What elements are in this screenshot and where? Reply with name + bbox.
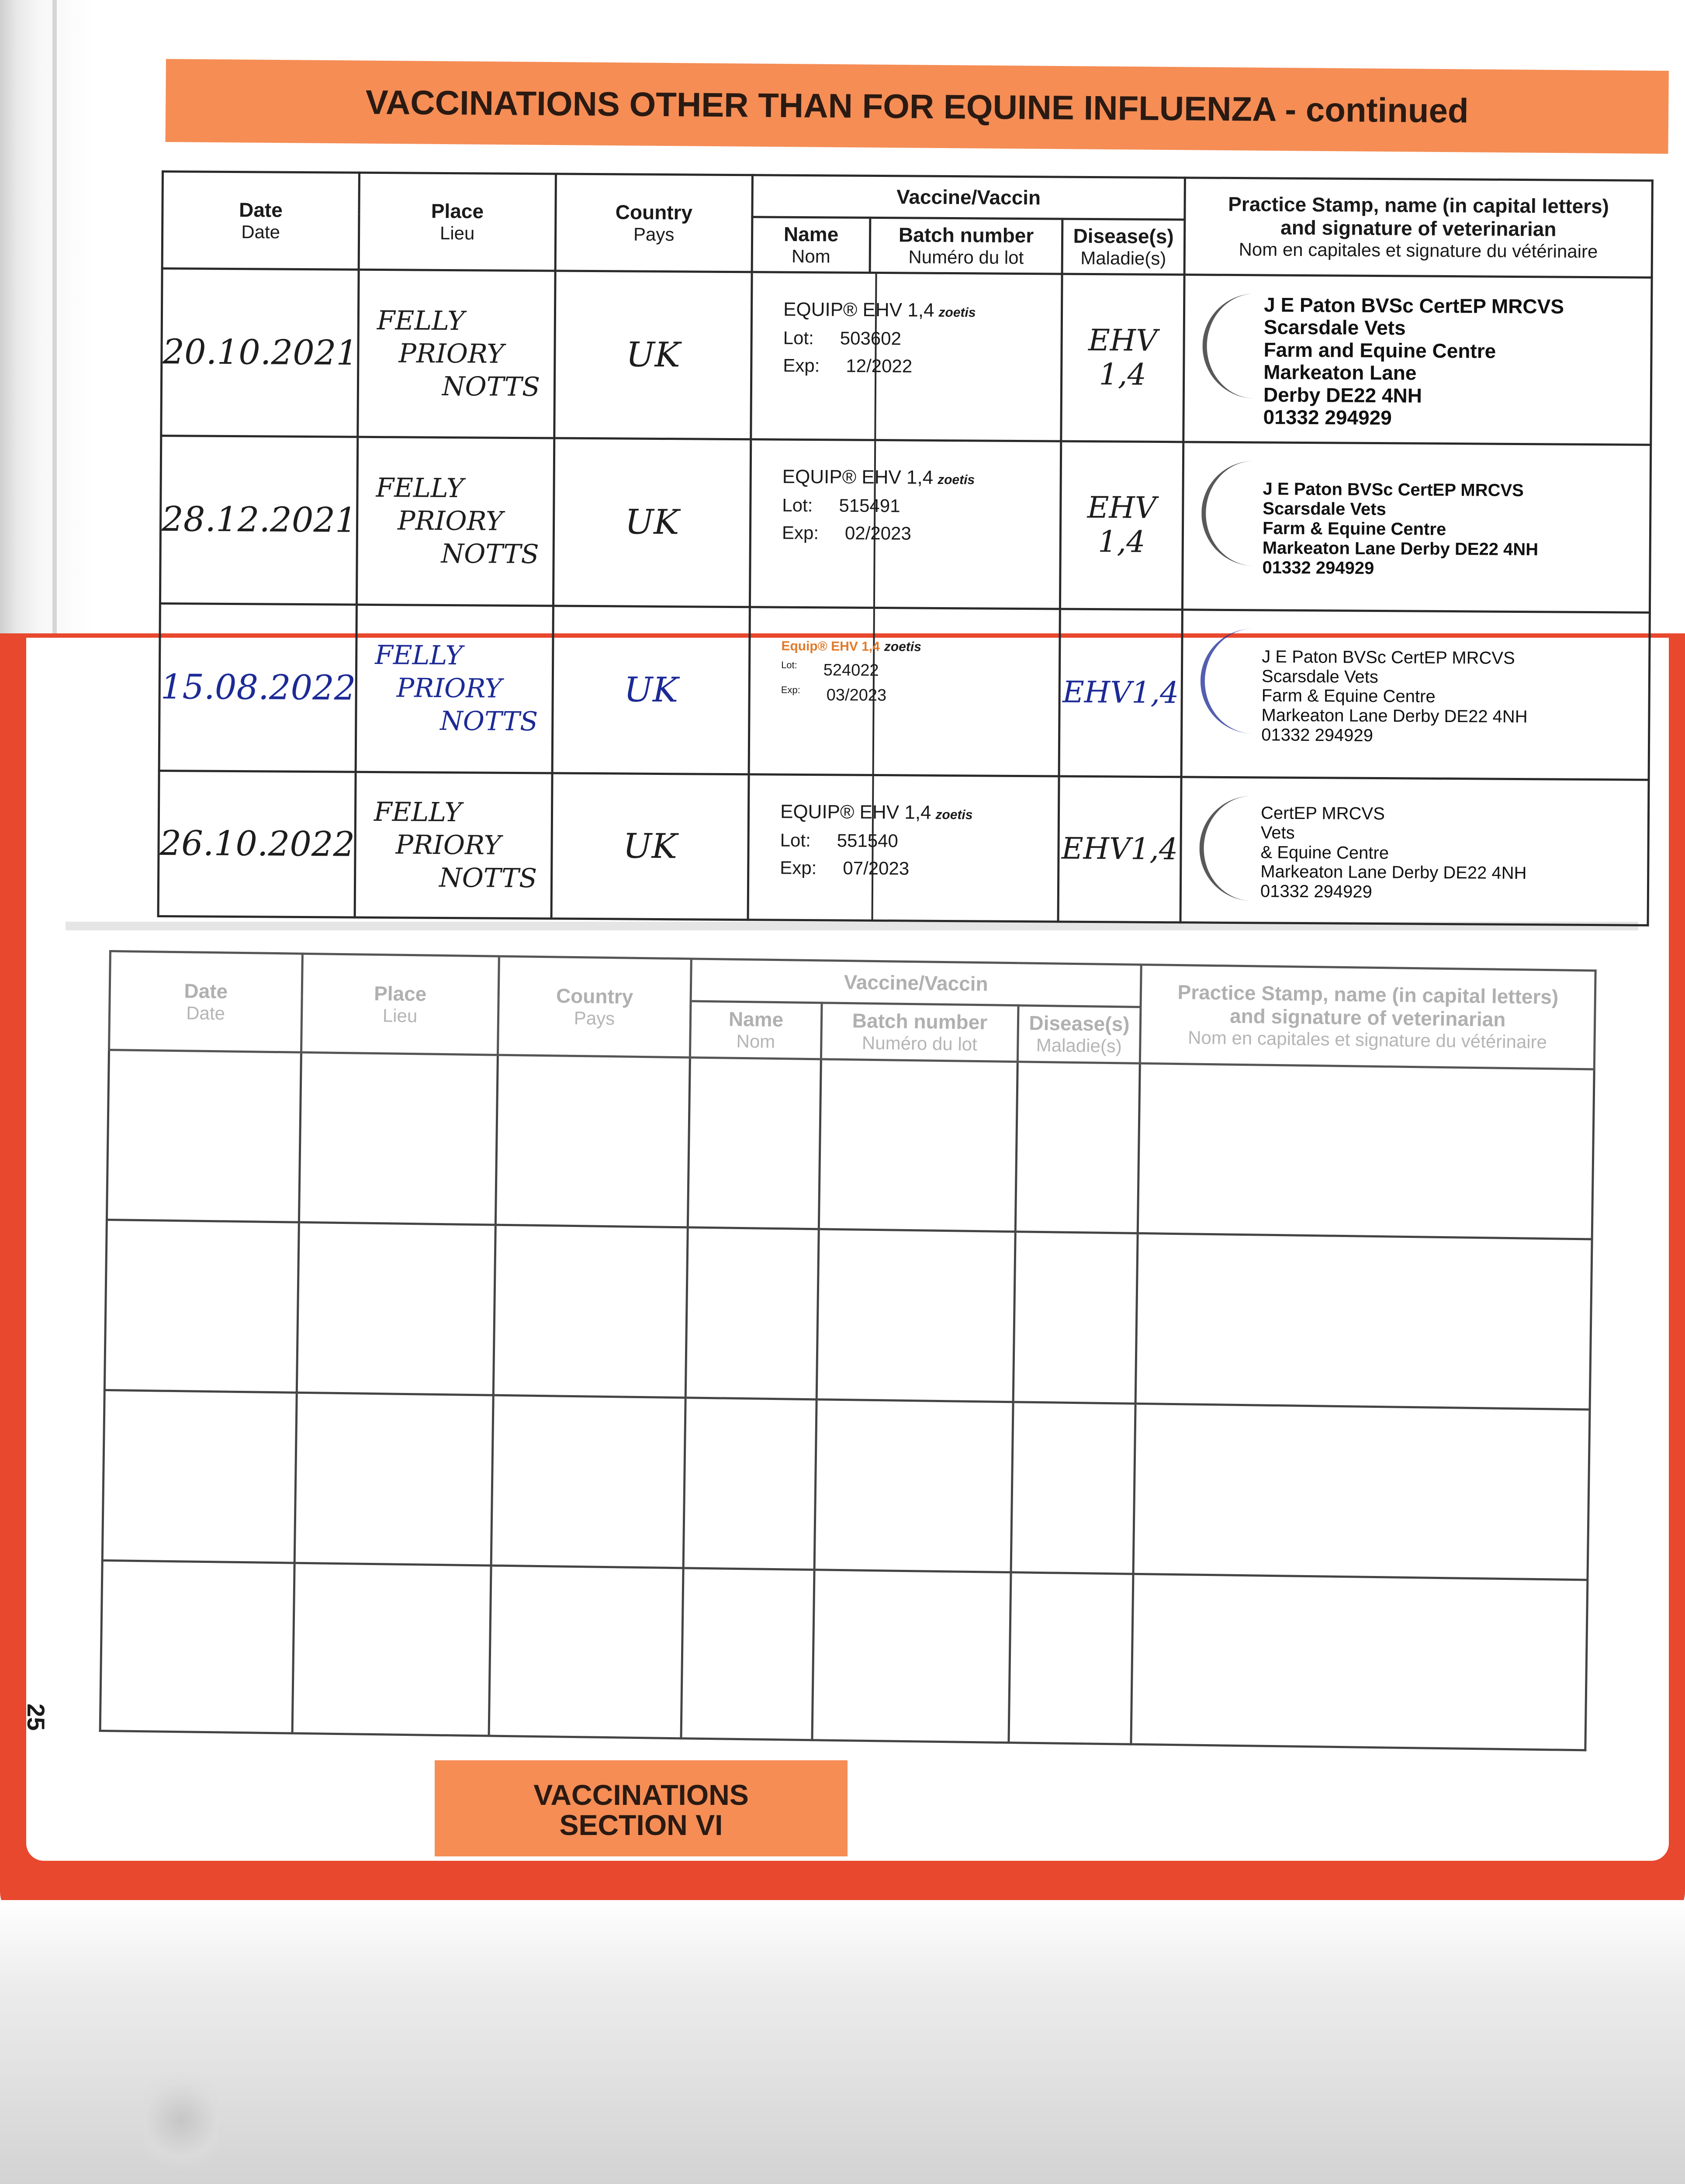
country-cell: UK: [551, 773, 749, 920]
date-cell: 20.10.2021: [161, 268, 359, 437]
disease-cell: EHV1,4: [1059, 609, 1182, 777]
header-date: Date Date: [162, 172, 359, 270]
header-batch: Batch number Numéro du lot: [870, 218, 1062, 274]
vaccine-name: Equip® EHV 1,4: [781, 639, 880, 654]
header-batch: Batch number Numéro du lot: [821, 1003, 1018, 1061]
expiry: 02/2023: [844, 522, 911, 544]
vet-signature: [1202, 294, 1312, 399]
practice-stamp: J E Paton BVSc CertEP MRCVS Scarsdale Vets Farm & Equine Centre Markeaton Lane Derby DE22 4NH 01332 294929: [1182, 442, 1650, 612]
table-row: [161, 268, 1652, 445]
vaccine-name: EQUIP® EHV 1,4: [783, 298, 934, 321]
header-disease: Disease(s) Maladie(s): [1017, 1006, 1141, 1063]
practice-stamp: J E Paton BVSc CertEP MRCVS Scarsdale Vets Farm & Equine Centre Markeaton Lane Derby DE22 4NH 01332 294929: [1181, 609, 1650, 780]
page-number: 25: [22, 1704, 50, 1731]
place-cell: FELLY PRIORY NOTTS: [356, 437, 554, 606]
vaccination-table-filled: [157, 170, 1651, 926]
date-cell: 15.08.2022: [159, 603, 356, 772]
disease-cell: EHV 1,4: [1061, 274, 1184, 442]
header-country: Country Pays: [498, 956, 691, 1057]
vet-signature: [1200, 628, 1310, 734]
header-vaccine-group: Vaccine/Vaccin: [752, 175, 1185, 220]
vaccine-name: EQUIP® EHV 1,4: [782, 466, 934, 489]
country-cell: UK: [552, 606, 750, 774]
practice-stamp: J E Paton BVSc CertEP MRCVS Scarsdale Vets Farm and Equine Centre Markeaton Lane Derby DE22 4NH 01332 294929: [1183, 275, 1652, 445]
vaccine-label: Equip® EHV 1,4 zoetis Lot: 524022 Exp: 03/2023: [749, 607, 1060, 776]
section-banner-bottom: VACCINATIONS SECTION VI: [435, 1760, 848, 1856]
header-country: Country Pays: [555, 174, 752, 272]
date-cell: 26.10.2022: [158, 771, 356, 918]
place-cell: FELLY PRIORY NOTTS: [358, 270, 555, 438]
vaccination-table-empty: [99, 950, 1595, 1751]
header-practice-stamp: Practice Stamp, name (in capital letters) and signature of veterinarian Nom en capitales et signature du vétérinaire: [1184, 178, 1652, 277]
table-row: [159, 603, 1650, 780]
empty-row: [104, 1220, 1592, 1410]
vaccine-name: EQUIP® EHV 1,4: [780, 801, 931, 823]
country-cell: UK: [554, 271, 752, 439]
batch-number: 515491: [839, 495, 900, 516]
header-name: Name Nom: [752, 217, 870, 273]
vaccine-label: EQUIP® EHV 1,4 zoetis Lot: 551540 Exp: 07/2023: [748, 774, 1059, 922]
expiry: 07/2023: [843, 857, 910, 879]
batch-number: 551540: [837, 830, 899, 851]
expiry: 03/2023: [826, 685, 887, 705]
section-banner-top: VACCINATIONS OTHER THAN FOR EQUINE INFLUENZA - continued: [166, 59, 1669, 154]
scan-bottom-shadow: [0, 1900, 1685, 2184]
date-cell: 28.12.2021: [160, 436, 357, 605]
place-cell: FELLY PRIORY NOTTS: [356, 605, 553, 773]
manufacturer: zoetis: [938, 473, 975, 487]
empty-row: [107, 1050, 1594, 1239]
batch-number: 503602: [840, 328, 902, 349]
vaccine-label: EQUIP® EHV 1,4 zoetis Lot: 515491 Exp: 02/2023: [750, 439, 1061, 609]
table-row: [158, 771, 1649, 926]
manufacturer: zoetis: [938, 305, 976, 320]
batch-number: 524022: [823, 660, 879, 680]
vaccine-label: EQUIP® EHV 1,4 zoetis Lot: 503602 Exp: 12/2022: [751, 272, 1062, 442]
header-place: Place Lieu: [359, 173, 556, 271]
table-row: [160, 436, 1650, 612]
header-date: Date Date: [109, 951, 303, 1052]
expiry: 12/2022: [846, 355, 913, 377]
header-practice-stamp: Practice Stamp, name (in capital letters) and signature of veterinarian Nom en capitales et signature du vétérinaire: [1140, 964, 1595, 1069]
header-disease: Disease(s) Maladie(s): [1062, 219, 1185, 275]
practice-stamp: CertEP MRCVS Vets & Equine Centre Markeaton Lane Derby DE22 4NH 01332 294929: [1180, 777, 1649, 926]
vet-signature: [1199, 796, 1309, 902]
empty-row: [102, 1390, 1590, 1580]
manufacturer: zoetis: [884, 639, 921, 654]
header-vaccine-group: Vaccine/Vaccin: [691, 959, 1141, 1007]
header-place: Place Lieu: [301, 954, 499, 1055]
manufacturer: zoetis: [935, 807, 973, 822]
header-name: Name Nom: [690, 1001, 822, 1059]
empty-row: [100, 1561, 1588, 1750]
disease-cell: EHV1,4: [1058, 776, 1181, 923]
place-cell: FELLY PRIORY NOTTS: [355, 772, 552, 919]
country-cell: UK: [553, 438, 751, 607]
disease-cell: EHV 1,4: [1060, 441, 1183, 609]
vet-signature: [1201, 461, 1311, 567]
scan-smudge: [144, 2066, 218, 2175]
